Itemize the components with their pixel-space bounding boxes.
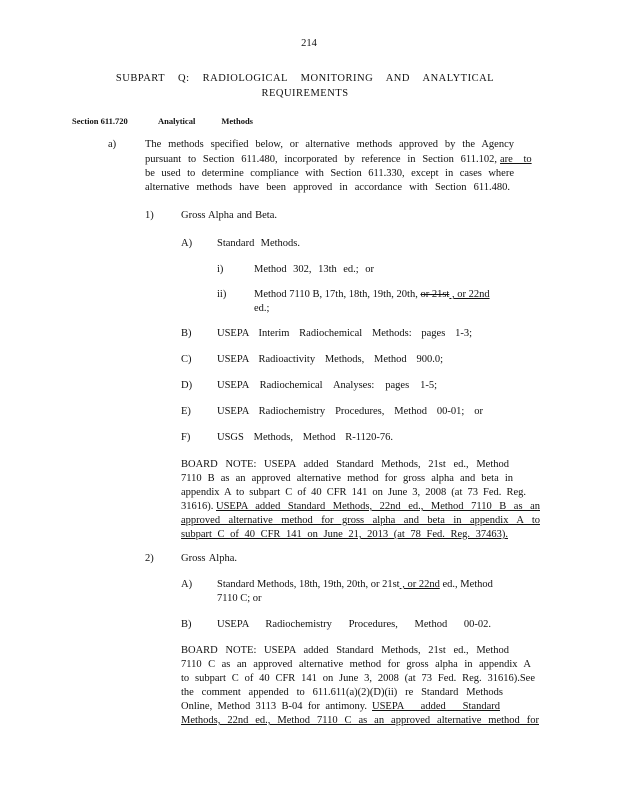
item1-i-text: Method 302, 13th ed.; or — [254, 264, 374, 275]
para-a-marker: a) — [108, 139, 117, 150]
item1-note-line4b: USEPA added Standard Methods, 22nd ed., Method 7110 B as an — [216, 501, 540, 512]
item1-E-text: USEPA Radiochemistry Procedures, Method 00-01; or — [217, 406, 483, 417]
item1-C-text: USEPA Radioactivity Methods, Method 900.0; — [217, 354, 443, 365]
item1-A-marker: A) — [181, 238, 193, 249]
item1-F-marker: F) — [181, 432, 191, 443]
section-number: Section 611.720 — [72, 116, 128, 126]
item1-ii-line2: ed.; — [254, 303, 270, 314]
item1-note-line1: BOARD NOTE: USEPA added Standard Methods, 21st ed., Method — [181, 459, 509, 470]
item1-note-line2: 7110 B as an approved alternative method for gross alpha and beta in — [181, 473, 513, 484]
para-a-line2: pursuant to Section 611.480, incorporated by reference in Section 611.102, — [145, 154, 497, 165]
item2-A-inserted: , or 22nd — [399, 579, 440, 590]
item1-D-text: USEPA Radiochemical Analyses: pages 1-5; — [217, 380, 437, 391]
item1-ii-deleted: or 21st — [420, 289, 450, 300]
item1-ii-text — [254, 287, 524, 302]
item2-B-text: USEPA Radiochemistry Procedures, Method 00-02. — [217, 619, 491, 630]
item1-D-marker: D) — [181, 380, 193, 391]
item1-marker: 1) — [145, 210, 154, 221]
para-a-line3: be used to determine compliance with Section 611.330, except in cases where — [145, 168, 514, 179]
item1-E-marker: E) — [181, 406, 191, 417]
item2-note-line4: the comment appended to 611.611(a)(2)(D)(ii) re Standard Methods — [181, 687, 503, 698]
item2-note-line5b: USEPA added Standard — [372, 701, 500, 712]
item1-i-marker: i) — [217, 264, 224, 275]
item1-ii-marker: ii) — [217, 289, 227, 300]
item2-note-line5a: Online, Method 3113 B-04 for antimony. — [181, 701, 367, 712]
item1-note-line6: subpart C of 40 CFR 141 on June 21, 2013 (at 78 Fed. Reg. 37463). — [181, 529, 508, 540]
para-a-line1: The methods specified below, or alternative methods approved by the Agency — [145, 139, 514, 150]
item2-A-pre: Standard Methods, 18th, 19th, 20th, or 21st — [217, 579, 400, 590]
item1-C-marker: C) — [181, 354, 192, 365]
subpart-heading-line2: REQUIREMENTS — [261, 88, 349, 99]
section-title: Analytical Methods — [158, 116, 253, 126]
item2-A-line2: 7110 C; or — [217, 593, 262, 604]
item1-ii-pre: Method 7110 B, 17th, 18th, 19th, 20th, — [254, 289, 421, 300]
item1-note-line4a: 31616). — [181, 501, 214, 512]
item1-note-line3: appendix A to subpart C of 40 CFR 141 on June 3, 2008 (at 73 Fed. Reg. — [181, 487, 526, 498]
item1-note-line5: approved alternative method for gross alpha and beta in appendix A to — [181, 515, 540, 526]
item1-B-text: USEPA Interim Radiochemical Methods: pages 1-3; — [217, 328, 472, 339]
item1-B-marker: B) — [181, 328, 192, 339]
item1-ii-inserted: , or 22nd — [449, 289, 490, 300]
item2-A-marker: A) — [181, 579, 193, 590]
item2-note-line3: to subpart C of 40 CFR 141 on June 3, 2008 (at 73 Fed. Reg. 31616).See — [181, 673, 535, 684]
item2-A-post: ed., Method — [439, 579, 493, 590]
page-number: 214 — [301, 38, 317, 49]
item2-B-marker: B) — [181, 619, 192, 630]
item2-marker: 2) — [145, 553, 154, 564]
item1-label: Gross Alpha and Beta. — [181, 210, 277, 221]
item2-note-line6: Methods, 22nd ed., Method 7110 C as an approved alternative method for — [181, 715, 539, 726]
item1-F-text: USGS Methods, Method R-1120-76. — [217, 432, 393, 443]
item2-A-text — [217, 577, 527, 592]
para-a-inserted-text: are to — [500, 154, 532, 165]
subpart-heading-line1: SUBPART Q: RADIOLOGICAL MONITORING AND ANALYTICAL — [115, 73, 495, 84]
item2-note-line1: BOARD NOTE: USEPA added Standard Methods, 21st ed., Method — [181, 645, 509, 656]
item2-note-line2: 7110 C as an approved alternative method for gross alpha in appendix A — [181, 659, 531, 670]
item1-A-label: Standard Methods. — [217, 238, 300, 249]
para-a-line4: alternative methods have been approved in accordance with Section 611.480. — [145, 182, 510, 193]
item2-label: Gross Alpha. — [181, 553, 237, 564]
